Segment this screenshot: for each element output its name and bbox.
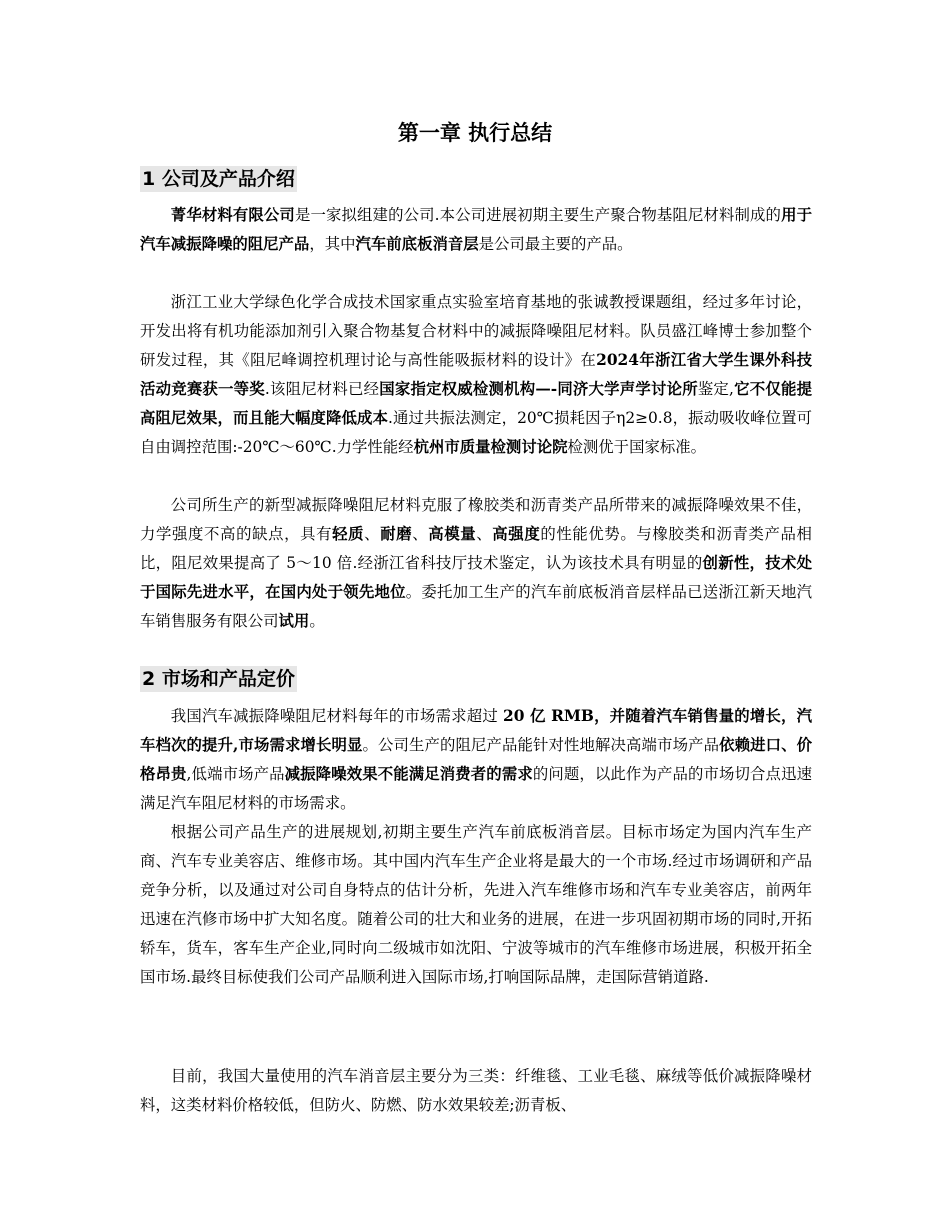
bold-text-run: 高强度 xyxy=(492,525,541,543)
section-heading-market: 2 市场和产品定价 xyxy=(142,668,295,690)
bold-text-run: 菁华材料有限公司 xyxy=(170,206,295,224)
bold-text-run: 国家指定权威检测机构—-同济大学声学讨论所 xyxy=(379,380,698,398)
bold-text-run: 它不仅能提高阻尼效果，而且能大幅度降低成本 xyxy=(140,380,812,427)
paragraph-current-materials xyxy=(140,1062,812,1120)
bold-text-run: 试用 xyxy=(278,612,310,630)
bold-text-run: 依赖进口、价格昂贵 xyxy=(140,736,812,783)
bold-text-run: 杭州市质量检测讨论院 xyxy=(413,438,568,456)
bold-text-run: 用于汽车减振降噪的阻尼产品 xyxy=(140,206,812,253)
paragraph-company-intro xyxy=(140,201,812,259)
bold-text-run: 高模量 xyxy=(428,525,477,543)
bold-text-run: 汽车前底板消音层 xyxy=(355,235,479,253)
bold-text-run: 耐磨 xyxy=(380,525,413,543)
paragraph-advantages xyxy=(140,491,812,636)
section-heading-company: 1 公司及产品介绍 xyxy=(142,168,295,190)
bold-text-run: 2024年浙江省大学生课外科技活动竞赛获一等奖 xyxy=(140,351,812,398)
paragraph-market-demand xyxy=(140,702,812,818)
text-run: 。公司生产的阻尼产品能针对性地解决高端市场产品 xyxy=(362,736,720,754)
paragraph-research xyxy=(140,288,812,462)
text-run: 是公司最主要的产品。 xyxy=(478,235,633,253)
text-run: 根据公司产品生产的进展规划,初期主要生产汽车前底板消音层。目标市场定为国内汽车生产商、汽车专业美容店、维修市场。其中国内汽车生产企业将是最大的一个市场.经过市场调研和产品竞争分析，以及通过对公司自身特点的估计分析，先进入汽车维修市场和汽车专业美容店，前两年迅速在汽修市场中扩大知名度。随着公司的壮大和业务的进展，在进一步巩固初期市场的同时,开拓轿车，货车，客车生产企业,同时向二级城市如沈阳、宁波等城市的汽车维修市场进展，积极开拓全国市场.最终目标使我们公司产品顺利进入国际市场,打响国际品牌，走国际营销道路. xyxy=(140,823,812,986)
text-run: 是一家拟组建的公司.本公司进展初期主要生产聚合物基阻尼材料制成的 xyxy=(294,206,782,224)
text-run: 的问题，以此作为产品的市场切合点迅速满足汽车阻尼材料的市场需求。 xyxy=(140,765,812,812)
text-run: 鉴定, xyxy=(697,380,734,398)
bold-text-run: 减振降噪效果不能满足消费者的需求 xyxy=(284,765,533,783)
chapter-title: 第一章 执行总结 xyxy=(397,121,553,145)
text-run: 。委托加工生产的汽车前底板消音层样品已送浙江新天地汽车销售服务有限公司 xyxy=(140,583,812,630)
text-run: ,低端市场产品 xyxy=(186,765,285,783)
text-run: ，其中 xyxy=(309,235,356,253)
text-run: 公司所生产的新型减振降噪阻尼材料克服了橡胶类和沥青类产品所带来的减振降噪效果不佳，力学强度不高的缺点，具有 xyxy=(140,496,812,543)
text-run: 目前，我国大量使用的汽车消音层主要分为三类：纤维毯、工业毛毯、麻绒等低价减振降噪材料，这类材料价格较低，但防火、防燃、防水效果较差;沥青板、 xyxy=(140,1067,812,1114)
text-run: 、 xyxy=(412,525,429,543)
text-run: 、 xyxy=(364,525,381,543)
text-run: .该阻尼材料已经 xyxy=(264,380,380,398)
text-run: 我国汽车减振降噪阻尼材料每年的市场需求超过 xyxy=(170,707,503,725)
text-run: 检测优于国家标准。 xyxy=(567,438,707,456)
text-run: .通过共振法测定，20℃损耗因子η2≥0.8，振动吸收峰位置可自由调控范围:-20℃～60℃.力学性能经 xyxy=(140,409,812,456)
text-run: 。 xyxy=(309,612,325,630)
text-run: 浙江工业大学绿色化学合成技术国家重点实验室培育基地的张诚教授课题组，经过多年讨论，开发出将有机功能添加剂引入聚合物基复合材料中的减振降噪阻尼材料。队员盛江峰博士参加整个研发过程，其《阻尼峰调控机理讨论与高性能吸振材料的设计》在 xyxy=(140,293,812,369)
text-run: 、 xyxy=(476,525,493,543)
paragraph-market-plan xyxy=(140,818,812,992)
bold-text-run: 创新性，技术处于国际先进水平，在国内处于领先地位 xyxy=(140,554,812,601)
bold-text-run: 轻质 xyxy=(332,525,365,543)
text-run: 的性能优势。与橡胶类和沥青类产品相比，阻尼效果提高了 5～10 倍.经浙江省科技厅技术鉴定，认为该技术具有明显的 xyxy=(140,525,812,572)
bold-text-run: 20 亿 RMB，并随着汽车销售量的增长，汽车档次的提升,市场需求增长明显 xyxy=(140,707,812,754)
